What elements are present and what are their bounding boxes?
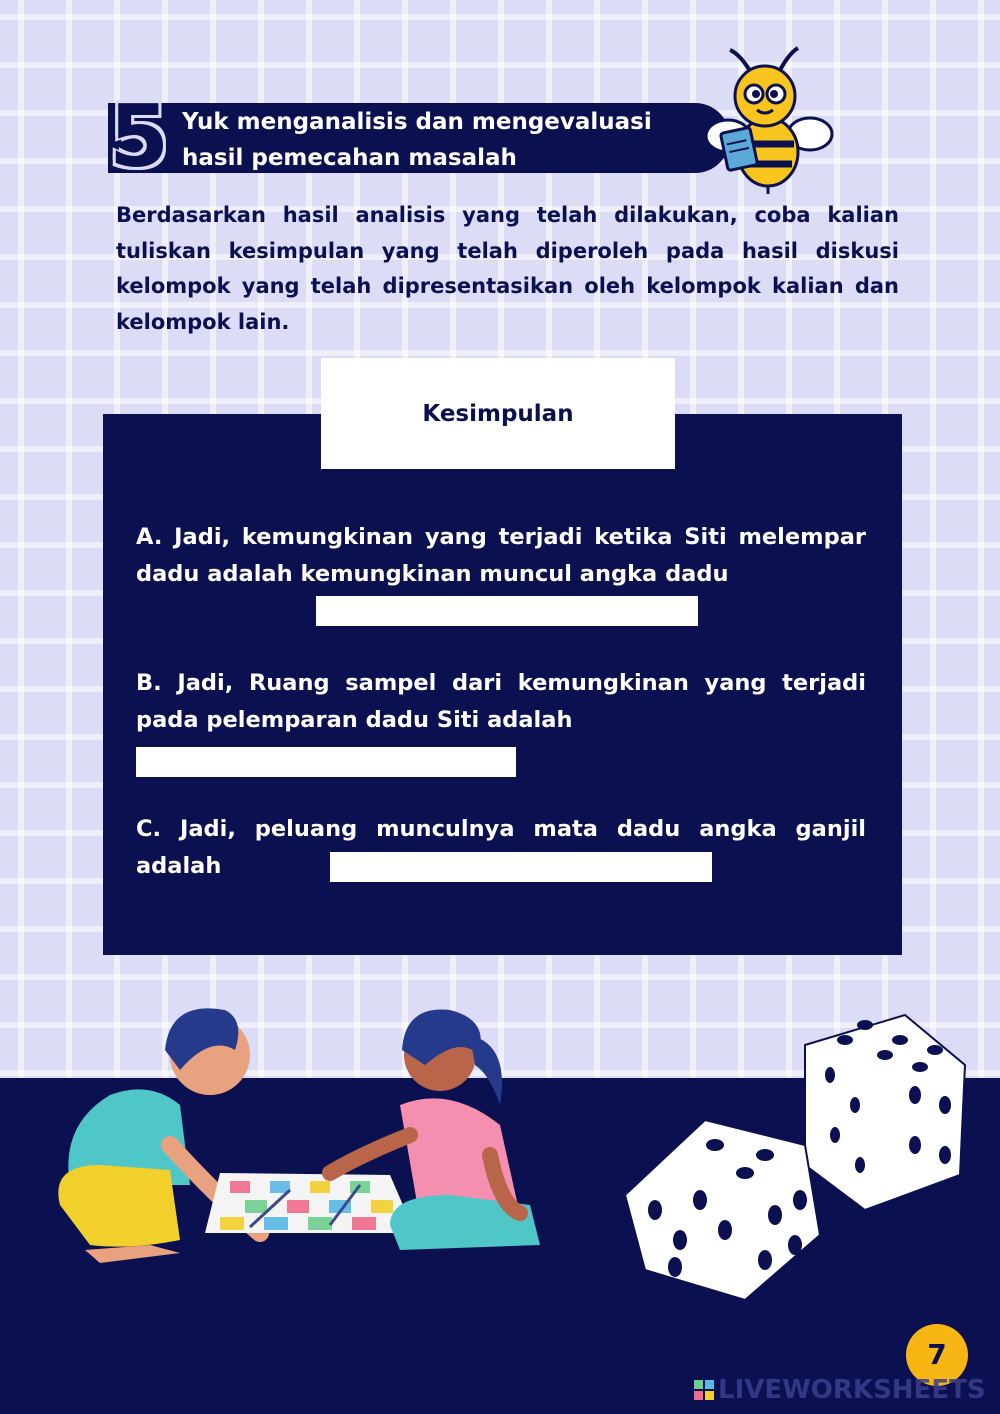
question-c: C. Jadi, peluang munculnya mata dadu angka ganjil adalah [136, 816, 866, 879]
answer-field-a[interactable] [316, 596, 698, 626]
brand-watermark [694, 1376, 986, 1404]
brand-logo-icon [694, 1380, 714, 1400]
answer-field-c[interactable] [330, 852, 712, 882]
brand-text: LIVEWORKSHEETS [718, 1375, 986, 1405]
children-playing-board-game-illustration [30, 995, 590, 1265]
page-number-badge: 7 [906, 1324, 968, 1386]
instruction-paragraph: Berdasarkan hasil analisis yang telah dilakukan, coba kalian tuliskan kesimpulan yang telah diperoleh pada hasil diskusi kelompok yang telah dipresentasikan oleh kelompok kalian dan kelompok lain. [116, 203, 899, 334]
section-title: Yuk menganalisis dan mengevaluasi hasil pemecahan masalah [182, 109, 652, 171]
answer-field-b[interactable] [136, 747, 516, 777]
conclusion-header [321, 358, 675, 469]
step-number: 5 [109, 87, 169, 187]
question-b: B. Jadi, Ruang sampel dari kemungkinan yang terjadi pada pelemparan dadu Siti adalah [136, 670, 866, 733]
conclusion-title: Kesimpulan [422, 400, 574, 427]
bee-mascot-icon [700, 44, 840, 194]
dice-illustration [615, 1005, 975, 1305]
question-a: A. Jadi, kemungkinan yang terjadi ketika Siti melempar dadu adalah kemungkinan muncul angka dadu [136, 524, 866, 587]
